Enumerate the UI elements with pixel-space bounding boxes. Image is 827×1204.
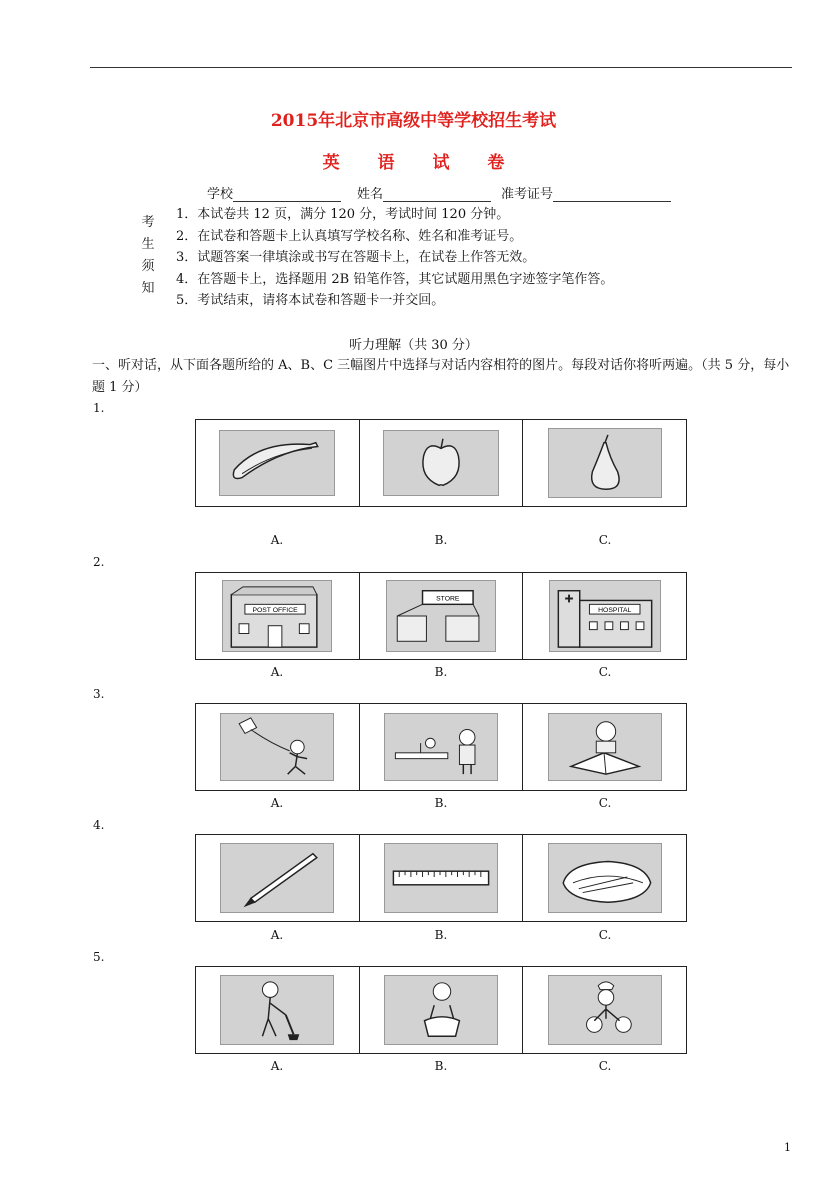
options-row xyxy=(195,533,687,547)
option-a-label[interactable]: A. xyxy=(270,928,284,942)
reading-image xyxy=(548,713,662,781)
apple-image xyxy=(383,430,499,496)
option-a-cell[interactable] xyxy=(196,967,360,1053)
hospital-image xyxy=(549,580,661,652)
option-a-cell[interactable] xyxy=(196,704,360,790)
page-number: 1 xyxy=(784,1141,791,1154)
instructions: 一、听对话，从下面各题所给的 A、B、C 三幅图片中选择与对话内容相符的图片。每段对话你将听两遍。（共 5 分，每小题 1 分） xyxy=(92,358,790,395)
options-row xyxy=(195,1059,687,1073)
school-field[interactable] xyxy=(207,183,341,202)
cooking-image xyxy=(548,975,662,1045)
option-b-cell[interactable] xyxy=(360,835,524,921)
question-number: 4. xyxy=(93,818,105,832)
exam-title: 2015年北京市高级中等学校招生考试 xyxy=(270,111,557,131)
pear-image xyxy=(548,428,662,498)
pencil-case-image xyxy=(548,843,662,913)
option-c-label[interactable]: C. xyxy=(598,533,612,547)
section-title: 听力理解（共 30 分） xyxy=(349,338,478,353)
sweeping-image xyxy=(220,975,334,1045)
exam-id-blank[interactable] xyxy=(553,187,671,202)
question-number: 3. xyxy=(93,687,105,701)
school-label: 学校 xyxy=(207,187,234,202)
option-a-label[interactable]: A. xyxy=(270,665,284,679)
option-b-label[interactable]: B. xyxy=(434,796,448,810)
question-4-table xyxy=(195,834,687,922)
question-5-table xyxy=(195,966,687,1054)
option-b-label[interactable]: B. xyxy=(434,533,448,547)
question-number: 1. xyxy=(93,401,105,415)
post-office-image xyxy=(222,580,332,652)
option-b-label[interactable]: B. xyxy=(434,928,448,942)
store-sign: STORE xyxy=(436,595,460,603)
option-c-cell[interactable] xyxy=(523,835,686,921)
pen-image xyxy=(220,843,334,913)
notice-item: 1．本试卷共 12 页，满分 120 分，考试时间 120 分钟。 xyxy=(176,207,510,222)
notice-item: 2．在试卷和答题卡上认真填写学校名称、姓名和准考证号。 xyxy=(176,228,523,244)
option-b-label[interactable]: B. xyxy=(434,1059,448,1073)
option-a-cell[interactable] xyxy=(196,573,360,659)
option-c-label[interactable]: C. xyxy=(598,796,612,810)
question-number: 5. xyxy=(93,950,105,964)
school-blank[interactable] xyxy=(233,187,341,202)
banana-image xyxy=(219,430,335,496)
option-a-cell[interactable] xyxy=(196,835,360,921)
notice-list xyxy=(176,204,613,312)
candidate-fields xyxy=(207,183,671,202)
option-a-label[interactable]: A. xyxy=(270,533,284,547)
question-2-table xyxy=(195,572,687,660)
option-c-label[interactable]: C. xyxy=(598,1059,612,1073)
notice-item: 5．考试结束，请将本试卷和答题卡一并交回。 xyxy=(176,293,445,308)
option-c-label[interactable]: C. xyxy=(598,665,612,679)
exam-id-field[interactable] xyxy=(501,183,671,202)
option-b-cell[interactable] xyxy=(360,704,524,790)
option-c-cell[interactable] xyxy=(523,573,686,659)
option-b-cell[interactable] xyxy=(360,573,524,659)
kite-image xyxy=(220,713,334,781)
store-image xyxy=(386,580,496,652)
name-label: 姓名 xyxy=(357,187,384,202)
options-row xyxy=(195,796,687,810)
name-field[interactable] xyxy=(357,183,491,202)
options-row xyxy=(195,928,687,942)
option-b-cell[interactable] xyxy=(360,967,524,1053)
exam-subtitle: 英 语 试 卷 xyxy=(322,153,521,173)
options-row xyxy=(195,665,687,679)
option-b-label[interactable]: B. xyxy=(434,665,448,679)
top-rule xyxy=(90,67,792,68)
notice-item: 4．在答题卡上，选择题用 2B 铅笔作答，其它试题用黑色字迹签字笔作答。 xyxy=(176,271,614,287)
post-office-sign: POST OFFICE xyxy=(252,607,298,615)
exam-id-label: 准考证号 xyxy=(501,187,554,202)
question-3-table xyxy=(195,703,687,791)
table-tennis-image xyxy=(384,713,498,781)
name-blank[interactable] xyxy=(383,187,491,202)
option-c-cell[interactable] xyxy=(523,420,686,506)
option-b-cell[interactable] xyxy=(360,420,524,506)
washing-image xyxy=(384,975,498,1045)
option-c-label[interactable]: C. xyxy=(598,928,612,942)
notice-item: 3．试题答案一律填涂或书写在答题卡上，在试卷上作答无效。 xyxy=(176,250,536,265)
option-a-cell[interactable] xyxy=(196,420,360,506)
ruler-image xyxy=(384,843,498,913)
option-c-cell[interactable] xyxy=(523,967,686,1053)
hospital-sign: HOSPITAL xyxy=(597,607,631,615)
notice-heading: 考 生 须 知 xyxy=(141,215,155,296)
question-1-table xyxy=(195,419,687,507)
option-a-label[interactable]: A. xyxy=(270,796,284,810)
question-number: 2. xyxy=(93,555,105,569)
option-a-label[interactable]: A. xyxy=(270,1059,284,1073)
option-c-cell[interactable] xyxy=(523,704,686,790)
